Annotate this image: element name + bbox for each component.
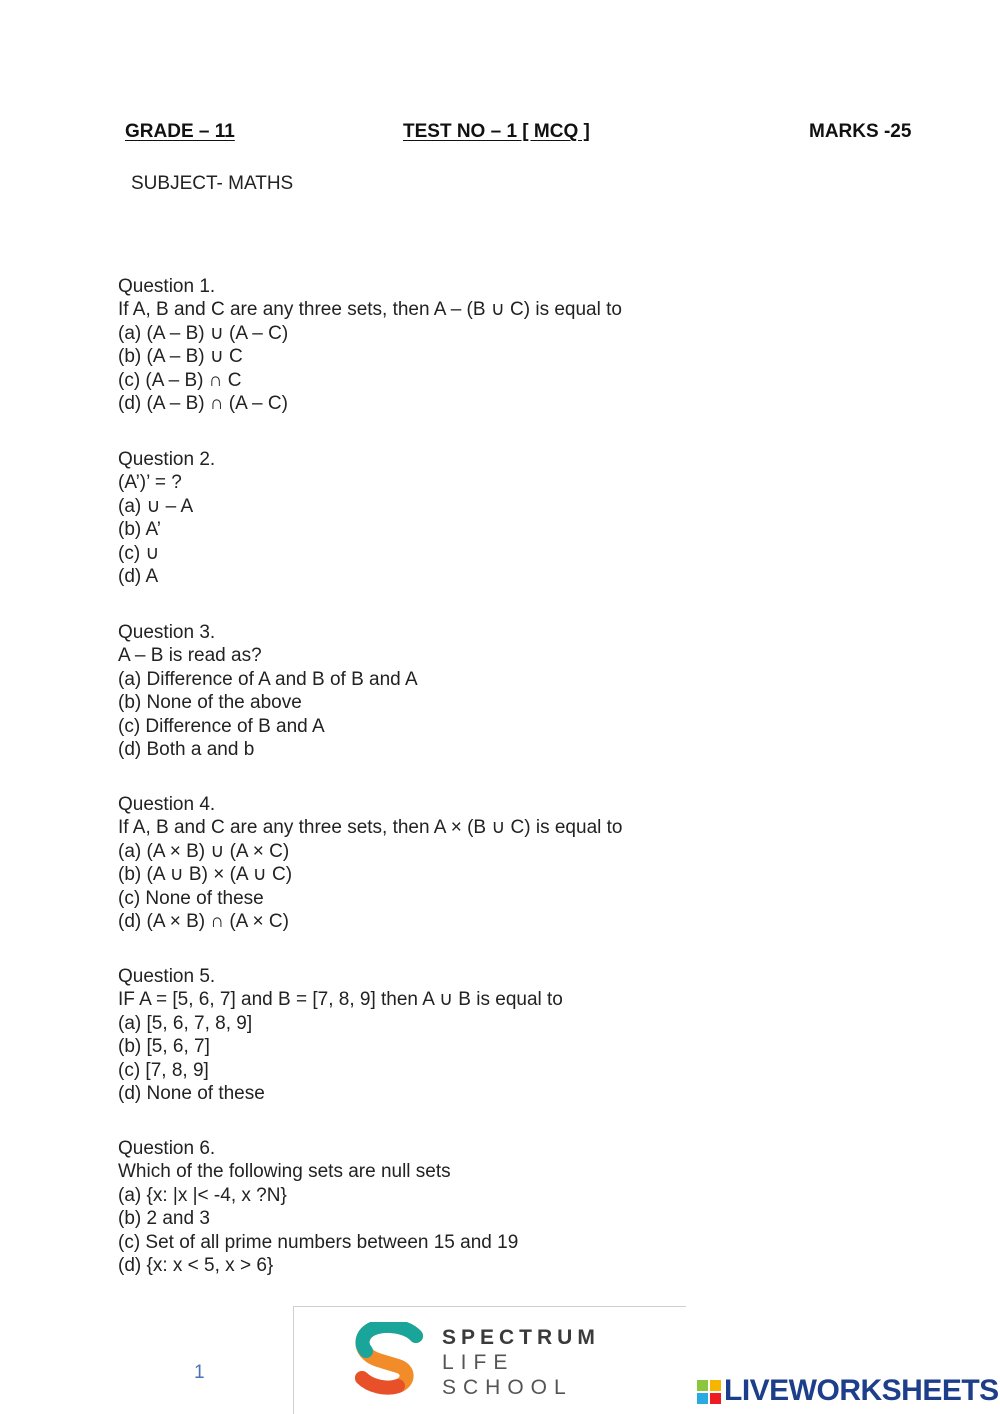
option-c: (c) [7, 8, 9] [118,1059,209,1081]
option-a: (a) (A × B) ∪ (A × C) [118,840,290,862]
liveworksheets-logo-icon [697,1380,722,1405]
question-6 [118,1137,518,1277]
option-d: (d) None of these [118,1083,265,1105]
school-logo-icon [354,1322,426,1400]
question-5 [118,965,563,1105]
option-c: (c) None of these [118,887,264,909]
question-text: (A’)’ = ? [118,472,182,494]
school-name-line-2: LIFE [442,1351,515,1374]
question-3 [118,621,418,761]
option-a: (a) {x: |x |< -4, x ?N} [118,1184,287,1206]
question-title: Question 1. [118,276,216,297]
option-d: (d) {x: x < 5, x > 6} [118,1255,274,1277]
marks-label: MARKS -25 [809,121,912,142]
subject-label: SUBJECT- MATHS [131,173,294,194]
question-text: A – B is read as? [118,645,262,667]
option-b: (b) 2 and 3 [118,1208,210,1230]
question-title: Question 3. [118,622,216,643]
option-d: (d) (A × B) ∩ (A × C) [118,911,289,933]
option-b: (b) A’ [118,519,161,541]
option-c: (c) (A – B) ∩ C [118,369,242,391]
option-b: (b) None of the above [118,692,302,714]
option-c: (c) ∪ [118,542,160,564]
liveworksheets-watermark: LIVEWORKSHEETS [724,1374,999,1407]
question-title: Question 2. [118,449,216,470]
school-name-line-1: SPECTRUM [442,1326,600,1349]
question-title: Question 5. [118,966,216,987]
question-text: Which of the following sets are null sets [118,1161,451,1183]
option-b: (b) (A ∪ B) × (A ∪ C) [118,864,293,886]
option-d: (d) A [118,566,159,588]
grade-label: GRADE – 11 [125,121,235,142]
option-b: (b) [5, 6, 7] [118,1036,210,1058]
question-text: IF A = [5, 6, 7] and B = [7, 8, 9] then A ∪ B is equal to [118,989,563,1011]
option-c: (c) Difference of B and A [118,715,325,737]
option-a: (a) (A – B) ∪ (A – C) [118,322,289,344]
option-a: (a) ∪ – A [118,495,194,517]
option-b: (b) (A – B) ∪ C [118,346,243,368]
option-c: (c) Set of all prime numbers between 15 and 19 [118,1231,519,1253]
test-title: TEST NO – 1 [ MCQ ] [403,121,590,142]
option-a: (a) Difference of A and B of B and A [118,668,418,690]
option-d: (d) Both a and b [118,739,255,761]
question-text: If A, B and C are any three sets, then A × (B ∪ C) is equal to [118,817,623,839]
question-title: Question 4. [118,794,216,815]
school-logo-text [442,1325,600,1400]
option-d: (d) (A – B) ∩ (A – C) [118,393,288,415]
option-a: (a) [5, 6, 7, 8, 9] [118,1012,253,1034]
page-number: 1 [194,1362,205,1383]
question-text: If A, B and C are any three sets, then A – (B ∪ C) is equal to [118,299,622,321]
question-2 [118,448,215,588]
school-name-line-3: SCHOOL [442,1376,573,1399]
question-4 [118,793,622,933]
question-1 [118,275,622,415]
question-title: Question 6. [118,1138,216,1159]
